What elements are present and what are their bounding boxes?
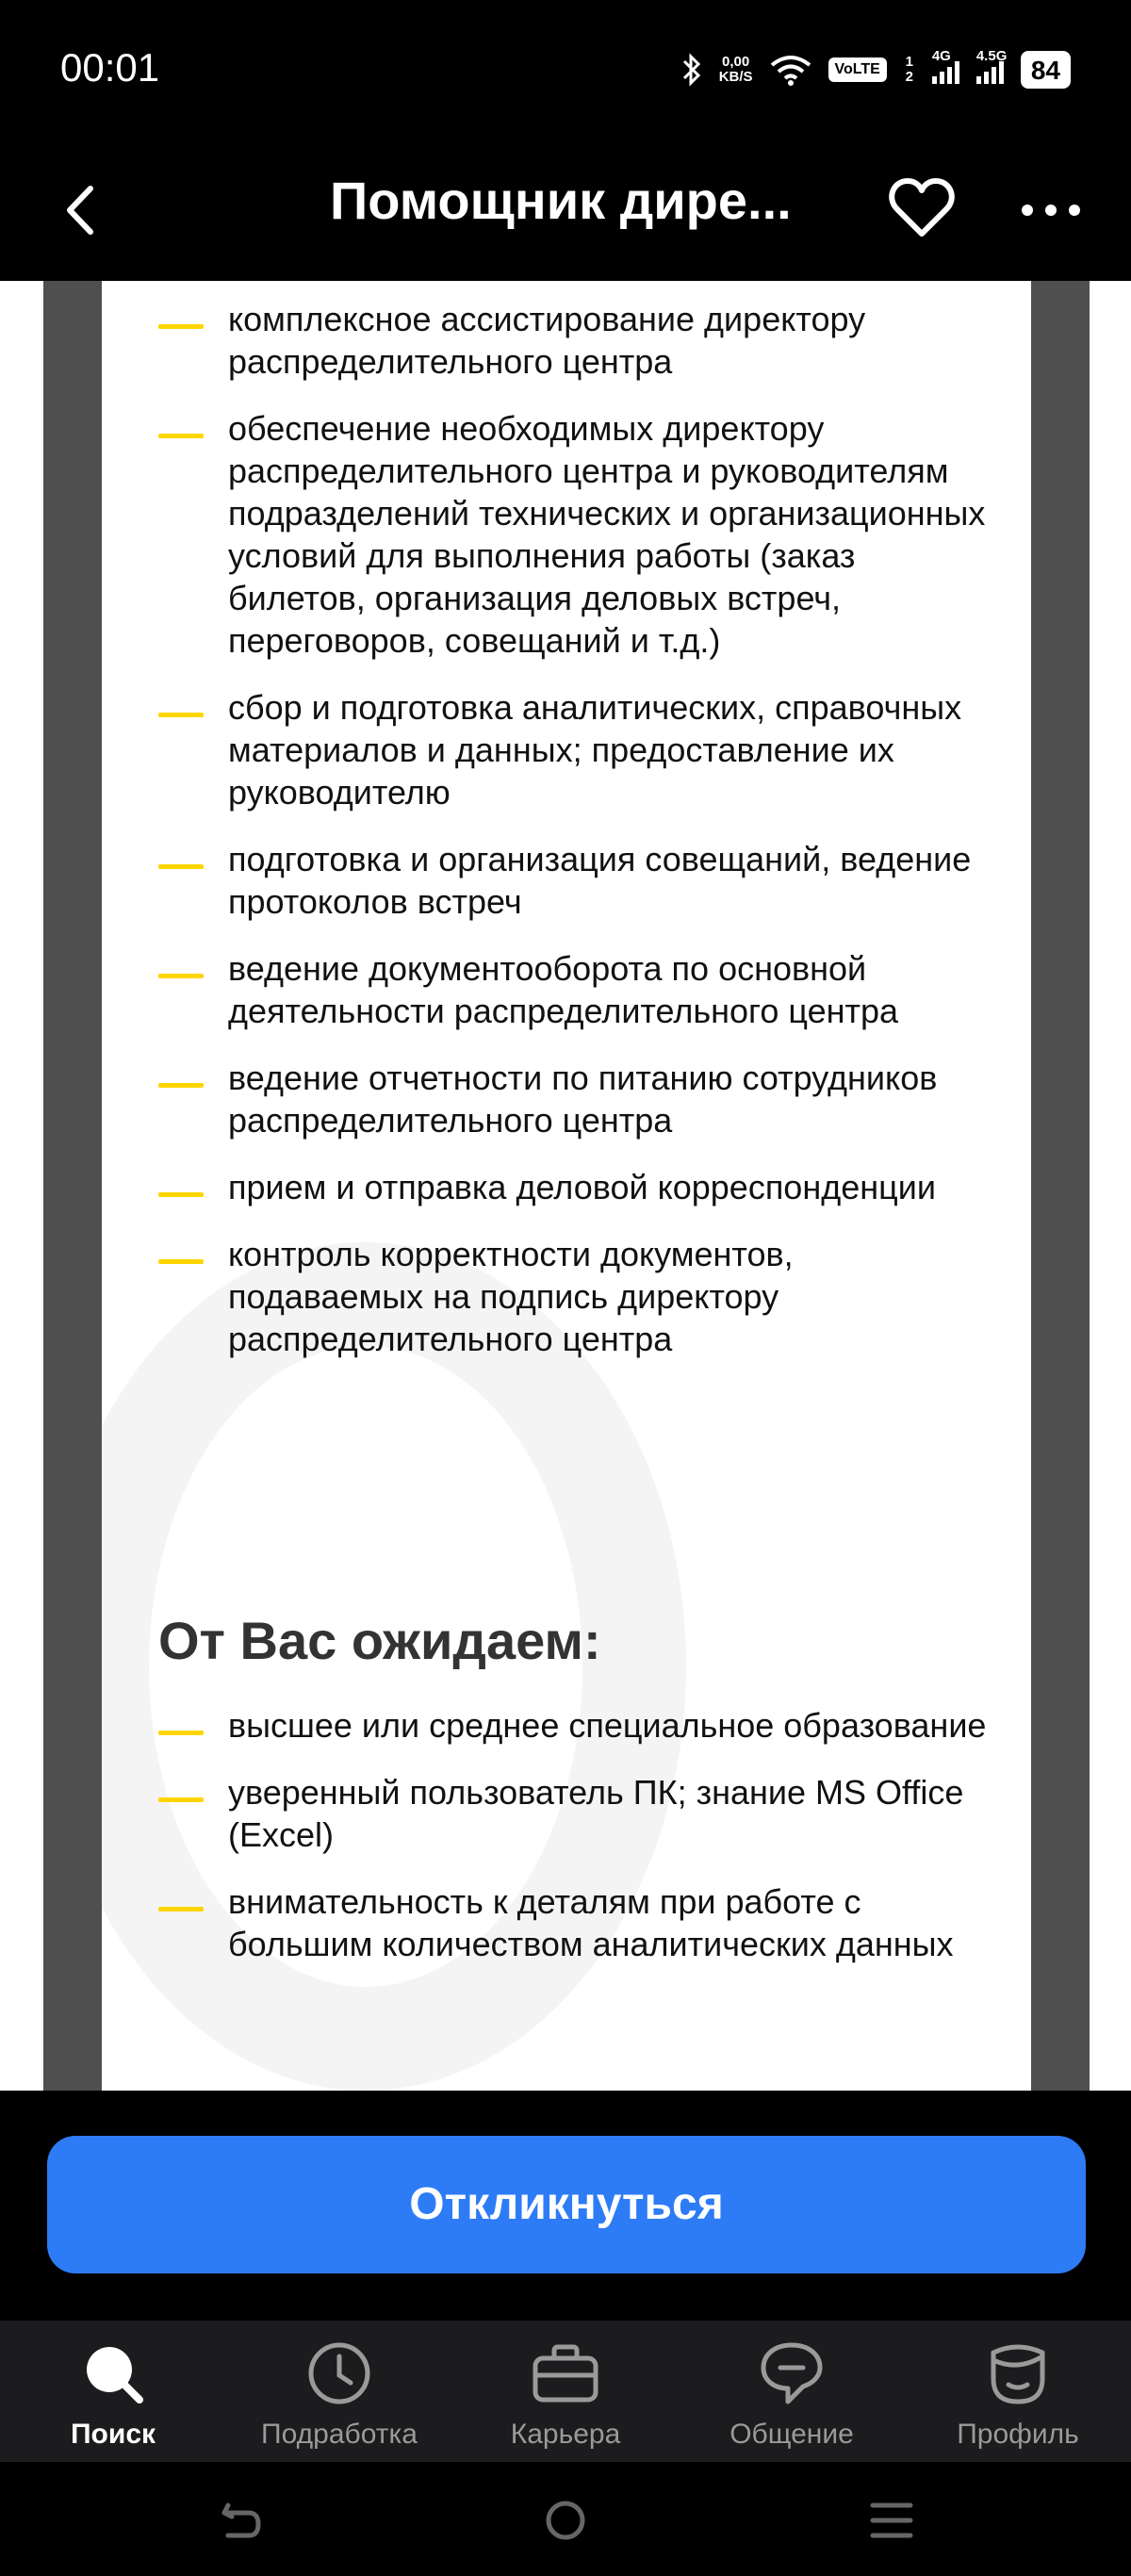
signal-2-icon	[975, 48, 1008, 84]
system-home-icon[interactable]	[537, 2492, 594, 2549]
list-item	[158, 1880, 988, 1965]
signal-2-label: 4.5G	[975, 48, 1008, 64]
bullet-dash-icon	[158, 864, 204, 869]
list-item-text: прием и отправка деловой корреспонденции	[228, 1168, 936, 1206]
bullet-dash-icon	[158, 1083, 204, 1088]
bullet-dash-icon	[158, 1192, 204, 1197]
respond-button[interactable]: Откликнуться	[47, 2136, 1086, 2273]
network-speed-unit: KB/S	[718, 69, 753, 85]
bullet-dash-icon	[158, 974, 204, 978]
list-item-text: обеспечение необходимых директору распределительного центра и руководителям подразделений технических и организационных условий для выполнения работы (заказ билетов, организация деловых встреч, переговоров, совещаний и т.д.)	[228, 409, 986, 660]
bullet-dash-icon	[158, 324, 204, 329]
nav-label: Профиль	[957, 2419, 1079, 2450]
status-time: 00:01	[60, 45, 160, 90]
nav-item-chat[interactable]	[679, 2321, 905, 2462]
system-nav	[0, 2462, 1131, 2576]
bullet-dash-icon	[158, 434, 204, 438]
nav-label: Общение	[729, 2419, 854, 2450]
list-item-text: внимательность к деталям при работе с большим количеством аналитических данных	[228, 1882, 954, 1963]
volte-badge: VoLTE	[828, 57, 887, 82]
list-item-text: контроль корректности документов, подаваемых на подпись директору распределительного центра	[228, 1235, 794, 1358]
bullet-dash-icon	[158, 1907, 204, 1911]
status-icons	[681, 43, 1071, 96]
wifi-icon	[770, 54, 811, 86]
nav-item-search[interactable]	[0, 2321, 226, 2462]
list-item-text: сбор и подготовка аналитических, справочных материалов и данных; предоставление их руководителю	[228, 688, 962, 812]
signal-1-icon	[931, 48, 959, 84]
frame-left	[43, 281, 102, 2091]
more-dots-icon[interactable]	[1018, 177, 1084, 243]
system-back-icon[interactable]	[211, 2492, 268, 2549]
list-item-text: подготовка и организация совещаний, ведение протоколов встреч	[228, 840, 972, 921]
chat-icon	[756, 2338, 828, 2409]
list-item	[158, 1771, 988, 1856]
nav-item-side-job[interactable]	[226, 2321, 452, 2462]
nav-label: Подработка	[261, 2419, 418, 2450]
nav-item-profile[interactable]	[905, 2321, 1131, 2462]
list-item	[158, 1057, 988, 1141]
page-title: Помощник дире...	[330, 171, 792, 230]
list-item	[158, 1233, 988, 1360]
frame-right	[1031, 281, 1090, 2091]
system-recents-icon[interactable]	[863, 2492, 920, 2549]
bullet-dash-icon	[158, 1259, 204, 1264]
signal-1-label: 4G	[931, 48, 951, 64]
vacancy-content[interactable]	[0, 281, 1131, 2091]
list-item	[158, 1704, 988, 1747]
vacancy-card	[102, 281, 1031, 2091]
app-header	[0, 139, 1131, 281]
bluetooth-icon	[681, 53, 702, 87]
list-item	[158, 407, 988, 662]
expectations-list	[158, 1704, 988, 1990]
bottom-nav	[0, 2321, 1131, 2462]
bullet-dash-icon	[158, 1797, 204, 1802]
network-speed-value: 0,00	[722, 54, 750, 70]
expectations-title: От Вас ожидаем:	[158, 1611, 601, 1670]
duties-list	[158, 298, 988, 1385]
briefcase-icon	[530, 2338, 601, 2409]
search-icon	[77, 2338, 149, 2409]
sim-slots: 1 2	[905, 54, 914, 85]
list-item-text: высшее или среднее специальное образование	[228, 1706, 987, 1745]
list-item	[158, 1166, 988, 1208]
bullet-dash-icon	[158, 1731, 204, 1735]
list-item-text: комплексное ассистирование директору распределительного центра	[228, 300, 866, 381]
nav-item-career[interactable]	[452, 2321, 679, 2462]
battery-icon: 84	[1021, 51, 1071, 89]
network-speed	[719, 55, 753, 85]
list-item	[158, 298, 988, 383]
clock-icon	[303, 2338, 375, 2409]
list-item-text: ведение отчетности по питанию сотрудников распределительного центра	[228, 1058, 938, 1140]
nav-label: Карьера	[510, 2419, 621, 2450]
list-item	[158, 838, 988, 923]
list-item	[158, 947, 988, 1032]
list-item-text: уверенный пользователь ПК; знание MS Office (Excel)	[228, 1773, 964, 1854]
heart-icon[interactable]	[884, 172, 959, 247]
list-item-text: ведение документооборота по основной деятельности распределительного центра	[228, 949, 899, 1030]
back-arrow-icon[interactable]	[57, 177, 104, 243]
nav-label: Поиск	[70, 2419, 156, 2450]
bullet-dash-icon	[158, 713, 204, 717]
status-bar	[0, 0, 1131, 139]
action-area	[0, 2091, 1131, 2321]
list-item	[158, 686, 988, 813]
profile-icon	[982, 2338, 1054, 2409]
